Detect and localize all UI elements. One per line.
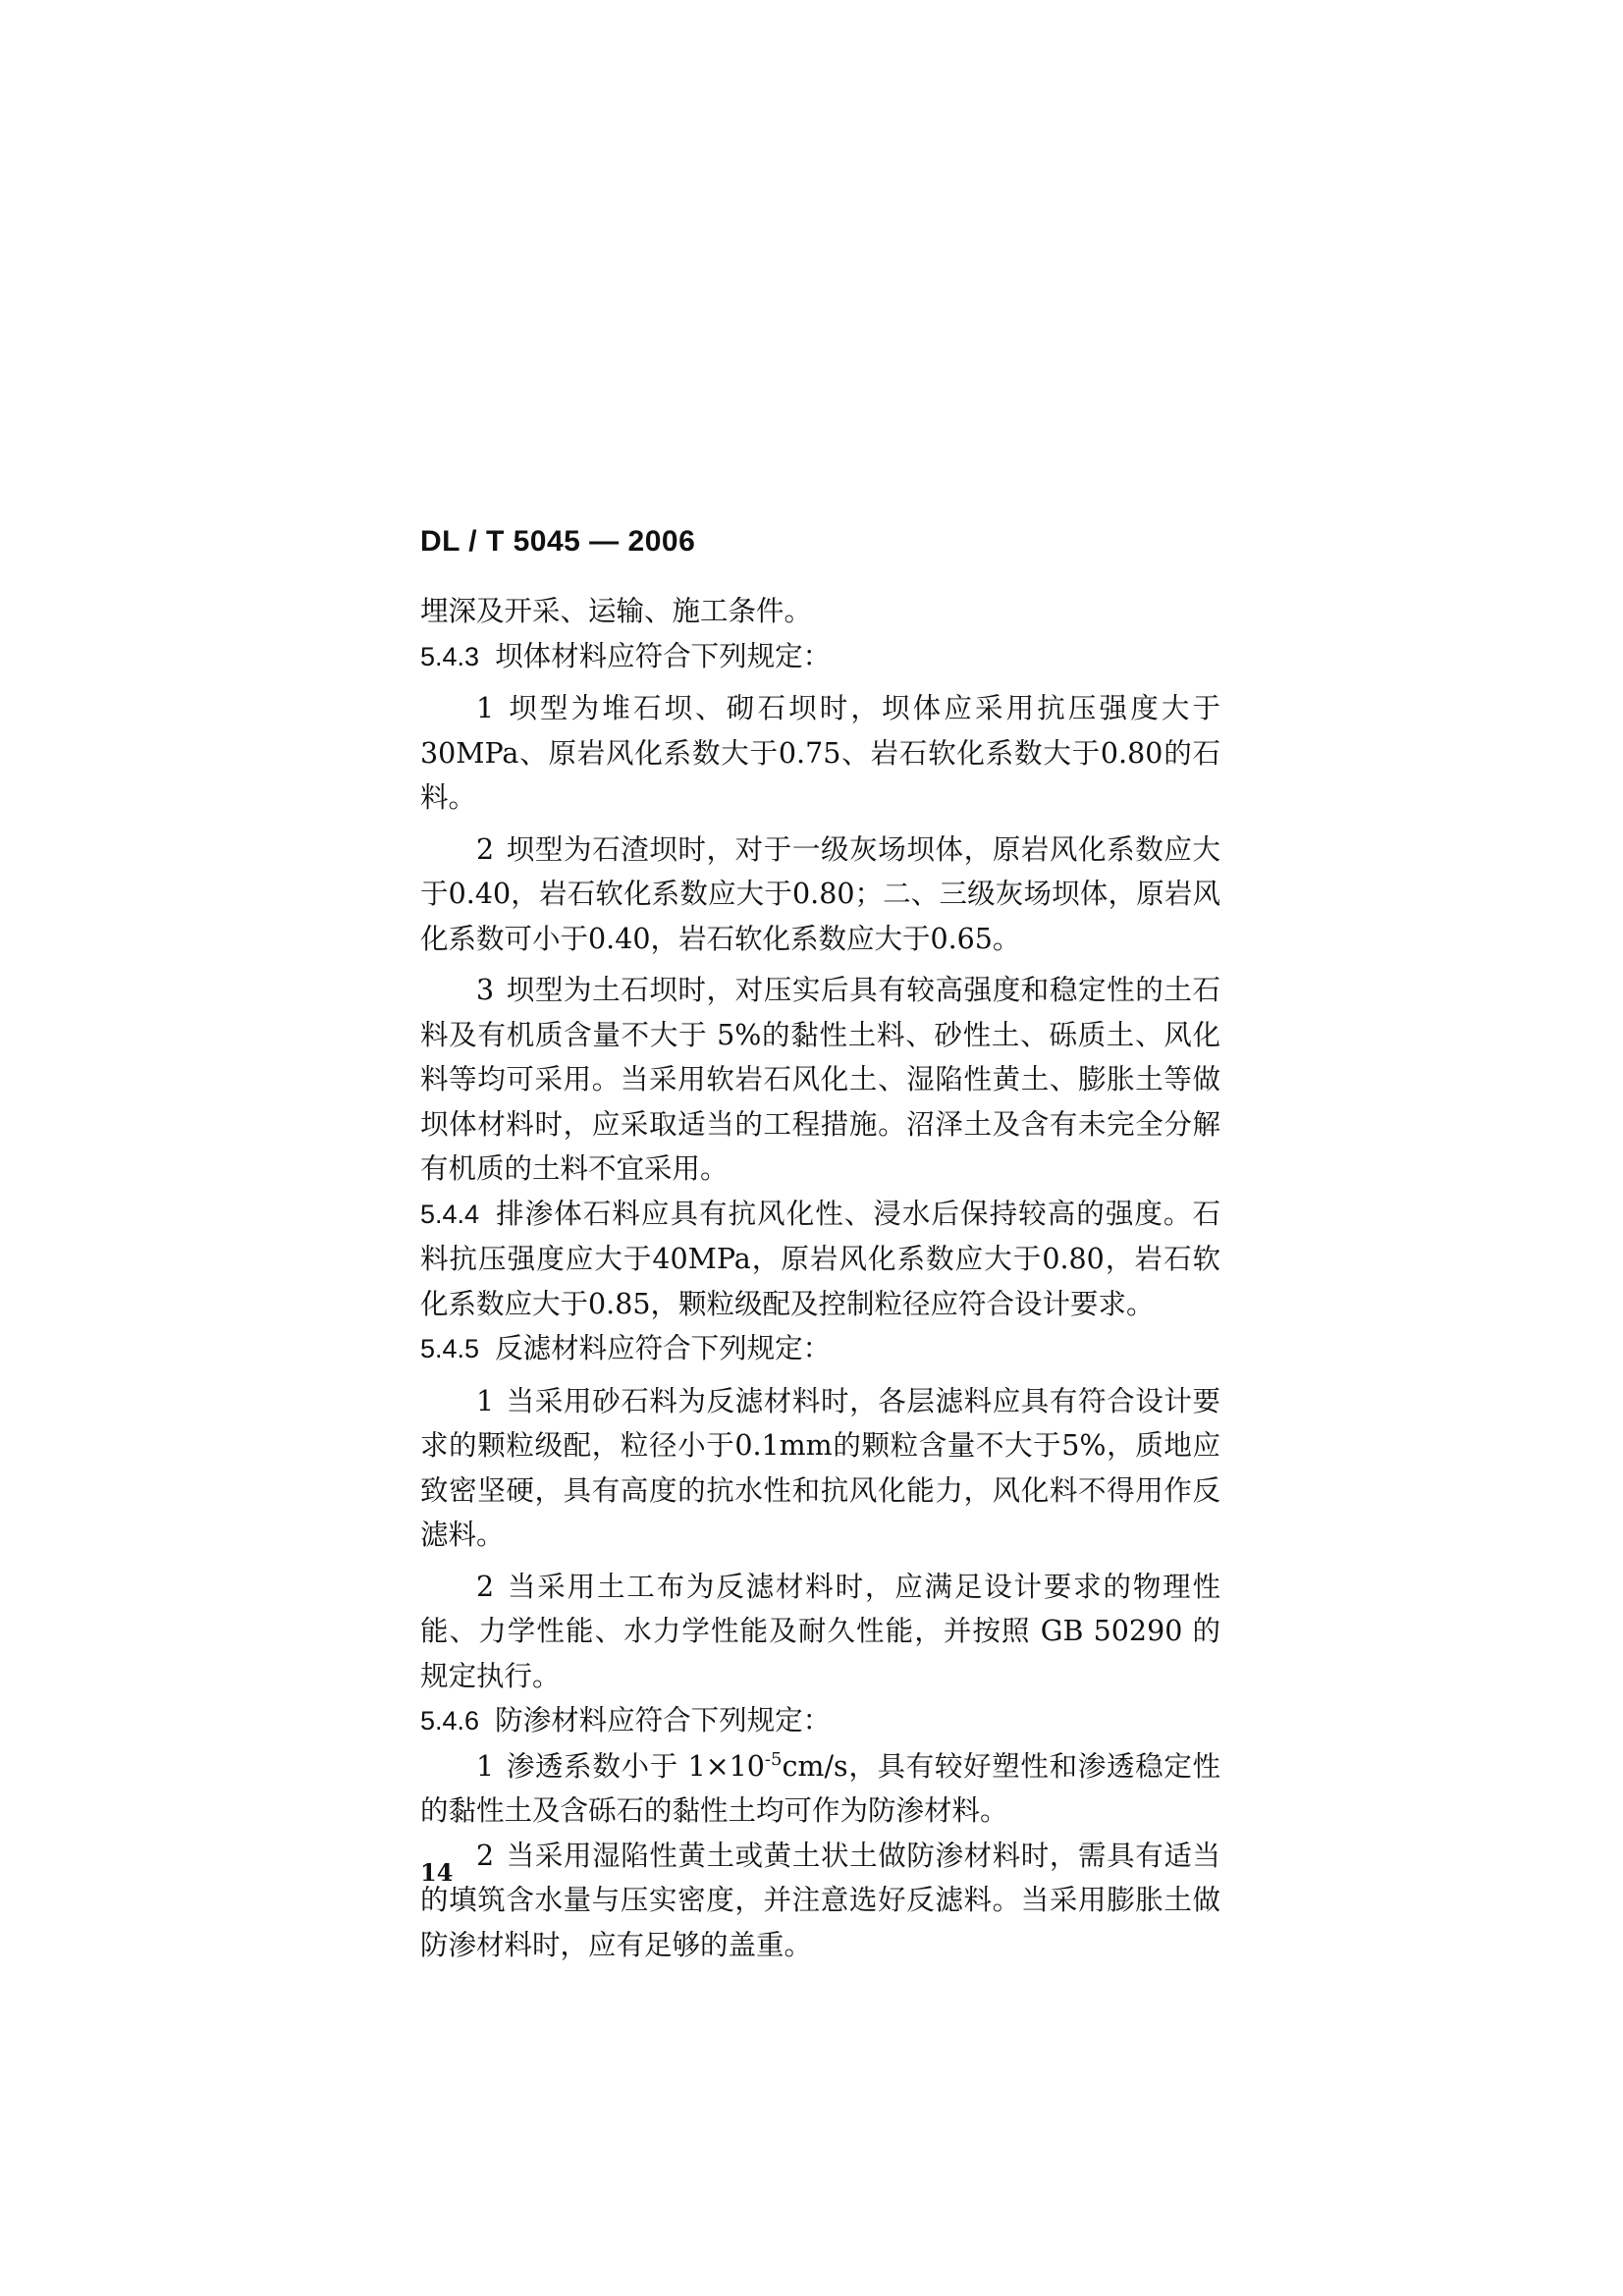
clause-5-4-6-item-1 [420, 1744, 1220, 1834]
item-number: 1 [476, 692, 495, 724]
clause-5-4-6 [420, 1698, 1220, 1744]
clause-5-4-3-item-2 [420, 828, 1220, 962]
item-number: 1 [476, 1749, 495, 1783]
clause-text: 坝体材料应符合下列规定： [495, 639, 832, 672]
paragraph-continuation: 埋深及开采、运输、施工条件。 [420, 595, 813, 627]
item-text: 当采用砂石料为反滤材料时，各层滤料应具有符合设计要求的颗粒级配，粒径小于0.1mm的颗粒含量不大于5%，质地应致密坚硬，具有高度的抗水性和抗风化能力，风化料不得用作反滤料。 [420, 1384, 1220, 1551]
clause-5-4-5-item-1 [420, 1379, 1220, 1558]
clause-text: 防渗材料应符合下列规定： [495, 1704, 832, 1736]
item-text: 当采用土工布为反滤材料时，应满足设计要求的物理性能、力学性能、水力学性能及耐久性能，并按照 GB 50290 的规定执行。 [420, 1570, 1220, 1692]
standard-code-header: DL / T 5045 — 2006 [420, 525, 696, 558]
item-number: 2 [476, 1839, 495, 1872]
clause-5-4-3 [420, 634, 1220, 680]
clause-text: 反滤材料应符合下列规定： [495, 1332, 832, 1364]
clause-5-4-6-item-2 [420, 1834, 1220, 1968]
clause-number: 5.4.6 [420, 1706, 480, 1735]
clause-5-4-3-item-3 [420, 968, 1220, 1192]
item-text: 坝型为土石坝时，对压实后具有较高强度和稳定性的土石料及有机质含量不大于 5%的黏性土料、砂性土、砾质土、风化料等均可采用。当采用软岩石风化土、湿陷性黄土、膨胀土等做坝体材料时，应采取适当的工程措施。沼泽土及含有未完全分解有机质的土料不宜采用。 [420, 974, 1220, 1185]
item-text-before: 渗透系数小于 1×10 [506, 1749, 765, 1783]
item-text: 坝型为堆石坝、砌石坝时，坝体应采用抗压强度大于30MPa、原岩风化系数大于0.75、岩石软化系数大于0.80的石料。 [420, 692, 1221, 814]
clause-number: 5.4.5 [420, 1334, 480, 1363]
clause-5-4-3-item-1 [420, 686, 1220, 821]
item-text: 坝型为石渣坝时，对于一级灰场坝体，原岩风化系数应大于0.40，岩石软化系数应大于0.80；二、三级灰场坝体，原岩风化系数可小于0.40，岩石软化系数应大于0.65。 [420, 832, 1220, 955]
clause-5-4-5-item-2 [420, 1565, 1220, 1699]
item-text-after: cm/s，具有较好塑性和渗透稳定性的黏性土及含砾石的黏性土均可作为防渗材料。 [420, 1749, 1221, 1827]
clause-number: 5.4.3 [420, 641, 480, 671]
item-number: 3 [476, 974, 495, 1006]
clause-5-4-5 [420, 1326, 1220, 1372]
clause-number: 5.4.4 [420, 1199, 480, 1229]
clause-5-4-4 [420, 1192, 1220, 1327]
body-text [420, 589, 1220, 1967]
exponent: -5 [764, 1748, 783, 1770]
item-number: 1 [476, 1384, 495, 1417]
item-number: 2 [476, 832, 495, 866]
page-number: 14 [420, 1858, 454, 1887]
item-number: 2 [476, 1570, 495, 1603]
clause-text: 排渗体石料应具有抗风化性、浸水后保持较高的强度。石料抗压强度应大于40MPa，原岩风化系数应大于0.80，岩石软化系数应大于0.85，颗粒级配及控制粒径应符合设计要求。 [420, 1197, 1220, 1320]
item-text: 当采用湿陷性黄土或黄土状土做防渗材料时，需具有适当的填筑含水量与压实密度，并注意选好反滤料。当采用膨胀土做防渗材料时，应有足够的盖重。 [420, 1839, 1220, 1961]
